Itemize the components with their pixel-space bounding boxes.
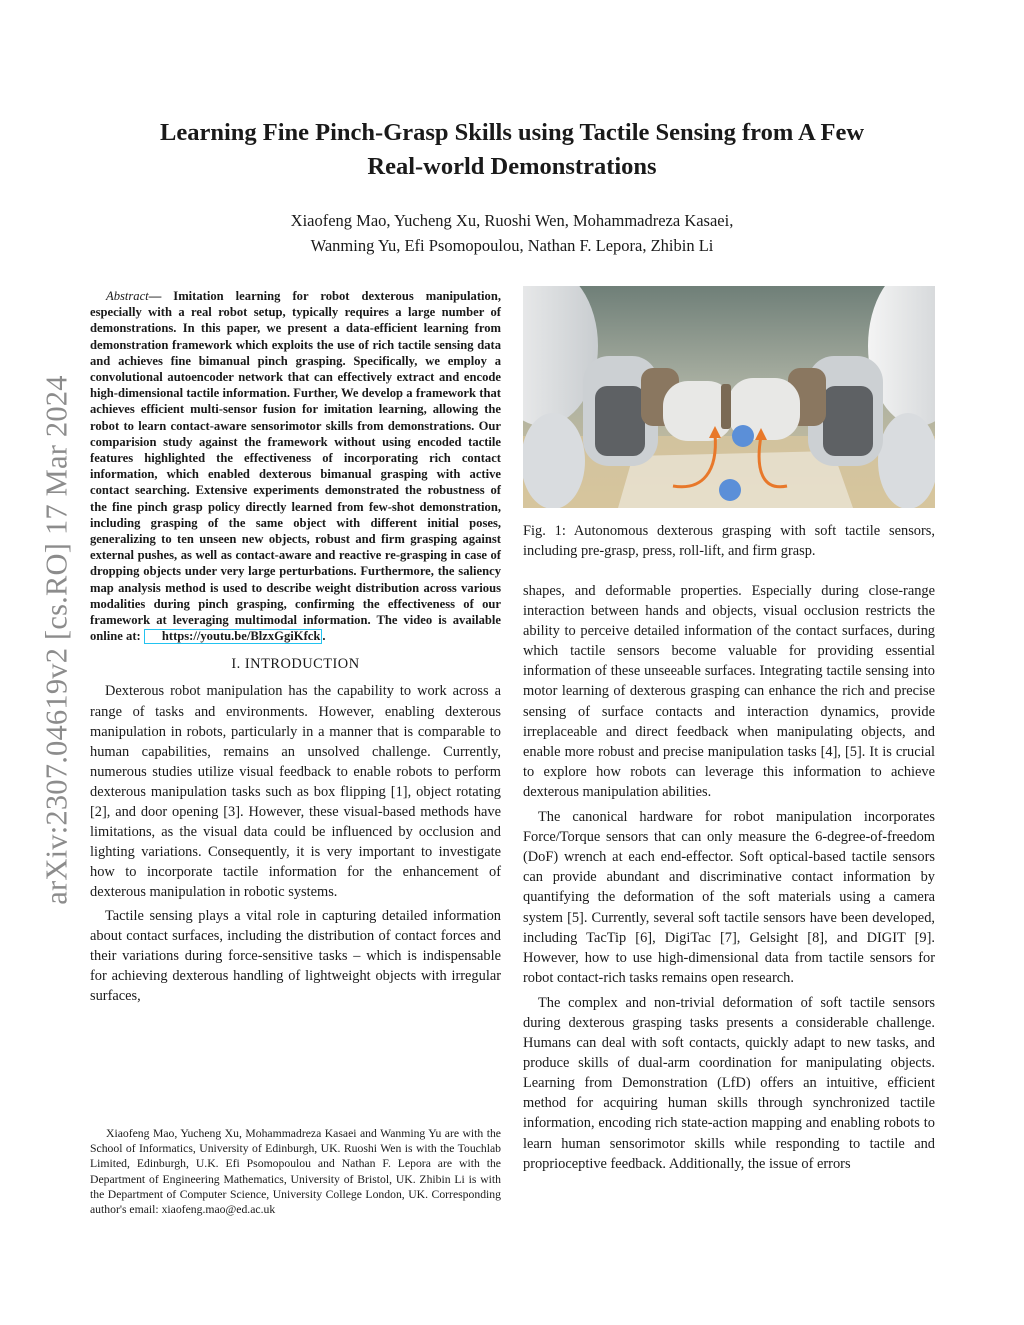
author-affiliation-footnote: Xiaofeng Mao, Yucheng Xu, Mohammadreza Kasaei and Wanming Yu are with the School of Informatics, University of Edinburgh, UK. Ruoshi Wen is with the Touchlab Limited, Edinburgh, U.K. Efi Psomopoulou and Nathan F. Lepora are with the Department of Engineering Mathematics, University of Bristol, UK. Zhibin Li is with the Department of Computer Science, University College London, UK. Corresponding author's email: xiaofeng.mao@ed.ac.uk bbox=[90, 1127, 501, 1217]
contact-marker-bottom bbox=[719, 479, 741, 501]
arxiv-identifier-text: arXiv:2307.04619v2 [cs.RO] 17 Mar 2024 bbox=[39, 375, 74, 905]
author-list bbox=[90, 208, 934, 258]
right-paragraph-1: shapes, and deformable properties. Especially during close-range interaction between hands and objects, visual occlusion restricts the ability to perceive detailed information of the contact surfaces, during which tactile sensors become valuable for providing essential information of these unseeable surfaces. Integrating tactile sensing into motor learning of dexterous grasping can enhance the rich and precise sensing of surface contacts and interaction dynamics, provide irreplaceable and direct feedback when manipulating objects, and enable more robust and precise manipulation tasks [4], [5]. It is crucial to explore how robots can leverage this information to achieve dexterous manipulation abilities. bbox=[523, 583, 935, 800]
robot-grasping-photo bbox=[523, 286, 935, 508]
figure-1-caption: Fig. 1: Autonomous dexterous grasping with soft tactile sensors, including pre-grasp, press, roll-lift, and firm grasp. bbox=[523, 523, 935, 559]
grasped-object bbox=[721, 384, 731, 429]
paper-title bbox=[90, 116, 934, 184]
abstract bbox=[90, 288, 501, 644]
contact-marker-top bbox=[732, 425, 754, 447]
right-paragraph-3: The complex and non-trivial deformation of soft tactile sensors during dexterous grasping tasks presents a considerable challenge. Humans can deal with soft contacts, quickly adapt to new tasks, and produce skills of dual-arm coordination for manipulating objects. Learning from Demonstration (LfD) offers an intuitive, efficient method for acquiring human skills through synchronized tactile information, encoding rich state-action mapping and enabling robots to learn human sensorimotor skills while responding to tactile and proprioceptive feedback. Additionally, the issue of errors bbox=[523, 994, 935, 1172]
right-column bbox=[523, 286, 935, 1174]
abstract-end: . bbox=[322, 629, 326, 644]
abstract-text: Imitation learning for robot dexterous manipulation, especially with a real robot setup, typically requires a large number of demonstrations. In this paper, we present a data-efficient learning from demonstration framework which exploits the use of rich tactile sensing data and achieves fine bimanual pinch grasping. Specifically, we employ a convolutional autoencoder network that can effectively extract and encode high-dimensional tactile information. Further, We develop a framework that achieves efficient multi-sensor fusion for imitation learning, allowing the robot to learn contact-aware sensorimotor skills from demonstrations. Our comparision study against the framework without using encoded tactile features highlighted the effectiveness of incorporating rich contact information, which enabled dexterous bimanual grasping with active contact searching. Extensive experiments demonstrated the robustness of the fine pinch grasp policy directly learned from few-shot demonstration, including grasping of the same object with different initial poses, generalizing to ten unseen new objects, robust and firm grasping against external pushes, as well as contact-aware and reactive re-grasping in case of dropping objects under very large perturbations. Furthermore, the saliency map analysis method is used to describe weight distribution across various modalities during pinch grasping, confirming the effectiveness of our framework at leveraging multimodal information. The video is available online at: bbox=[90, 289, 501, 644]
author-list-line-2: Wanming Yu, Efi Psomopoulou, Nathan F. Lepora, Zhibin Li bbox=[310, 236, 714, 255]
abstract-dash: — bbox=[148, 289, 162, 303]
figure-1-robot-photo bbox=[523, 286, 935, 508]
paper-title-line-2: Real-world Demonstrations bbox=[367, 153, 657, 180]
section-heading-introduction: I. INTRODUCTION bbox=[231, 656, 360, 673]
author-list-line-1: Xiaofeng Mao, Yucheng Xu, Ruoshi Wen, Mohammadreza Kasaei, bbox=[290, 211, 734, 230]
intro-paragraph-2: Tactile sensing plays a vital role in capturing detailed information about contact surfaces, including the distribution of contact forces and their variations during force-sensitive tasks – which is indispensable for achieving dexterous handling of lightweight objects with irregular surfaces, bbox=[90, 907, 501, 1004]
paper-title-line-1: Learning Fine Pinch-Grasp Skills using Tactile Sensing from A Few bbox=[159, 119, 865, 146]
left-column bbox=[90, 288, 501, 1006]
abstract-label: Abstract bbox=[106, 289, 149, 303]
intro-paragraph-1: Dexterous robot manipulation has the capability to work across a range of tasks and environments. However, enabling dexterous manipulation in robots, particularly in a manner that is comparable to human capabilities, remains an unsolved challenge. Currently, numerous studies utilize visual feedback to enable robots to perform dexterous manipulation tasks such as box flipping [1], object rotating [2], and door opening [3]. However, these visual-based methods have limitations, as the visual data could be influenced by occlusion and lighting variations. Consequently, it is very important to investigate how to incorporate tactile information for the enhancement of dexterous manipulation in robotic systems. bbox=[90, 683, 501, 901]
video-link[interactable]: https://youtu.be/BlzxGgiKfck bbox=[144, 629, 323, 644]
right-paragraph-2: The canonical hardware for robot manipulation incorporates Force/Torque sensors that can only measure the 6-degree-of-freedom (DoF) wrench at each end-effector. Soft optical-based tactile sensors can provide abundant and discriminative contact information by quantifying the deformation of the soft materials using a camera system [5]. Currently, several soft tactile sensors have been developed, including TacTip [6], DigiTac [7], Gelsight [8], and DIGIT [9]. However, how to use high-dimensional data from tactile sensors for robot contact-rich tasks remains open research. bbox=[523, 809, 935, 986]
